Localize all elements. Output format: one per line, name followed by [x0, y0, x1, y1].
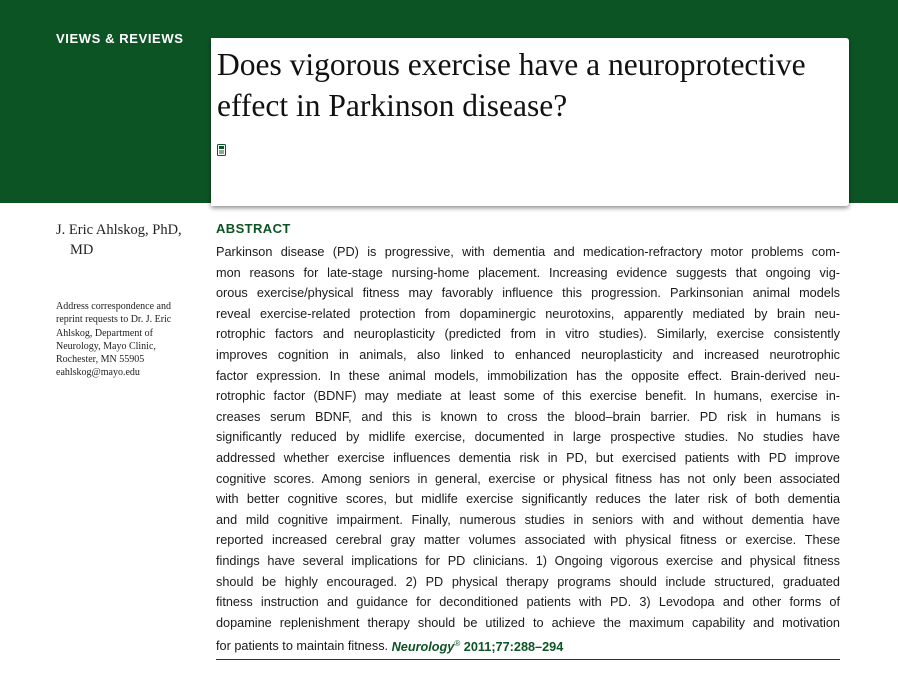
author-degree-line: MD — [70, 242, 94, 258]
correspondence-line: Ahlskog, Department of — [56, 327, 153, 339]
correspondence-line: reprint requests to Dr. J. Eric — [56, 314, 172, 326]
abstract-line: creases serum BDNF, and this is known to cross the blood–brain barrier. PD risk in humans is — [216, 409, 840, 424]
abstract-line: with better cognitive scores, but midlife exercise significantly reduces the later risk of both dementia — [216, 492, 840, 507]
abstract-line: fitness instruction and guidance for deconditioned patients with PD. 3) Levodopa and other forms of — [216, 595, 840, 610]
abstract-last-text: for patients to maintain fitness. — [216, 639, 389, 654]
citation[interactable] — [392, 640, 564, 654]
author-name-line: J. Eric Ahlskog, PhD, — [56, 222, 182, 238]
abstract-line: rotrophic factors and neuroplasticity (predicted from in vitro studies). Similarly, exercise consistently — [216, 327, 840, 342]
supplemental-data-icon[interactable] — [217, 144, 226, 156]
abstract-line: improves cognition in animals, also linked to enhanced neuroplasticity and increased neurotrophic — [216, 347, 840, 362]
article-title: Does vigorous exercise have a neuroprotective effect in Parkinson disease? — [217, 47, 806, 123]
correspondence-line: Address correspondence and — [56, 301, 171, 312]
correspondence-note — [56, 300, 204, 380]
citation-journal: Neurology — [391, 639, 455, 654]
abstract-line: findings have several implications for PD clinicians. 1) Ongoing vigorous exercise and physical fitness — [216, 553, 840, 568]
abstract-body — [216, 242, 840, 657]
abstract-line: cognitive scores. Among seniors in general, exercise or physical fitness has not only been associated — [216, 471, 840, 486]
abstract-line: rotrophic factor (BDNF) may mediate at least some of this exercise benefit. In humans, exercise in- — [216, 389, 840, 404]
abstract-line: orous exercise/physical fitness may favorably influence this progression. Parkinsonian animal models — [216, 286, 840, 301]
abstract-heading: ABSTRACT — [216, 221, 291, 236]
abstract-line: factor expression. In these animal models, immobilization has the opposite effect. Brain-derived neu- — [216, 368, 840, 383]
abstract-last-line — [216, 633, 840, 657]
correspondence-line: Rochester, MN 55905 — [56, 354, 145, 366]
registered-mark: ® — [454, 638, 461, 648]
abstract-line: mon reasons for late-stage nursing-home placement. Increasing evidence suggests that ongoing vig- — [216, 265, 840, 280]
divider-rule — [216, 659, 840, 660]
abstract-line: and mild cognitive impairment. Finally, numerous studies in seniors with and without dementia have — [216, 512, 840, 527]
correspondence-email[interactable]: eahlskog@mayo.edu — [56, 367, 140, 379]
abstract-line: significantly reduced by midlife exercise, documented in large prospective studies. No studies have — [216, 430, 840, 445]
author-name — [56, 220, 206, 260]
title-card — [211, 38, 849, 206]
section-label: VIEWS & REVIEWS — [56, 31, 184, 46]
abstract-line: reported increased cerebral gray matter volumes associated with physical fitness or exercise. These — [216, 533, 840, 548]
abstract-line: Parkinson disease (PD) is progressive, with dementia and medication-refractory motor problems com- — [216, 245, 840, 259]
correspondence-line: Neurology, Mayo Clinic, — [56, 340, 156, 352]
abstract-line: should be highly encouraged. 2) PD physical therapy programs should include structured, graduated — [216, 574, 840, 589]
abstract-line: reveal exercise-related protection from dopaminergic neurotoxins, apparently mediated by brain neu- — [216, 306, 840, 321]
abstract-line: dopamine replenishment therapy should be utilized to achieve the maximum capability and motivation — [216, 615, 840, 630]
abstract-line: addressed whether exercise influences dementia risk in PD, but exercised patients with PD improve — [216, 450, 840, 465]
citation-reference: 2011;77:288–294 — [463, 639, 564, 654]
